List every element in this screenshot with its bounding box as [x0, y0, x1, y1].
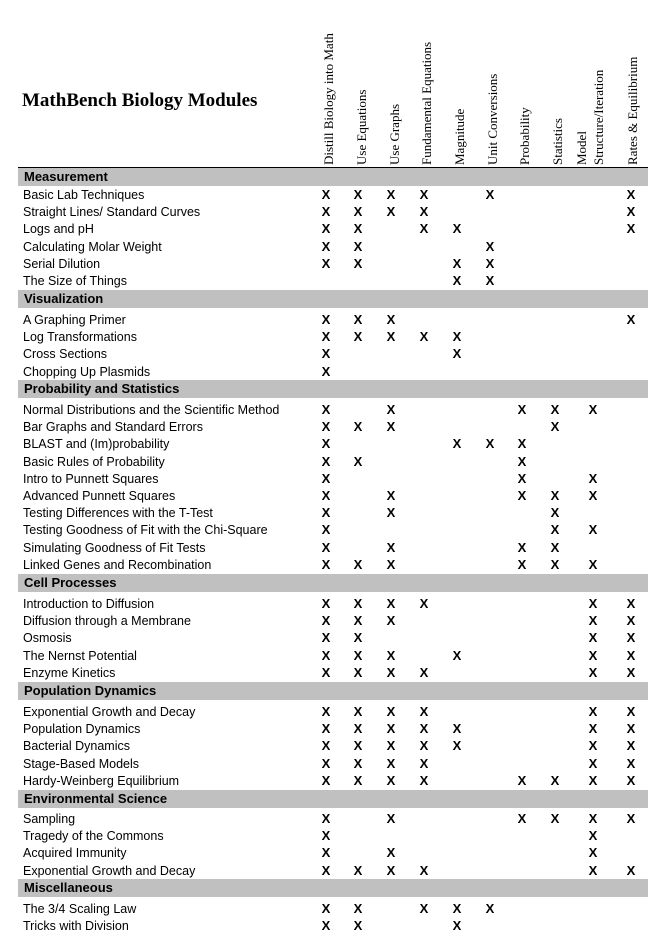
- section-header: [18, 574, 648, 592]
- check-mark: X: [353, 453, 363, 469]
- check-mark: X: [386, 556, 396, 572]
- check-mark: X: [321, 755, 331, 771]
- check-mark: X: [452, 346, 462, 362]
- check-mark: X: [353, 755, 363, 771]
- check-mark: X: [353, 918, 363, 934]
- section-title: Measurement: [24, 169, 108, 184]
- check-mark: X: [386, 811, 396, 826]
- check-mark: X: [353, 221, 363, 237]
- check-mark: X: [353, 738, 363, 754]
- check-mark: X: [321, 647, 331, 663]
- check-mark: X: [517, 811, 527, 826]
- check-mark: X: [353, 721, 363, 737]
- module-name: Testing Differences with the T-Test: [23, 506, 213, 521]
- check-mark: X: [626, 630, 636, 646]
- module-name: Log Transformations: [23, 330, 137, 345]
- check-mark: X: [517, 470, 527, 486]
- module-name: Acquired Immunity: [23, 846, 127, 861]
- column-header-label: Distill Biology into Math: [321, 33, 336, 165]
- column-header-label: Model: [574, 131, 589, 165]
- table-row: [18, 648, 648, 665]
- check-mark: X: [419, 704, 429, 719]
- table-row: [18, 256, 648, 273]
- check-mark: X: [452, 901, 462, 916]
- module-name: Linked Genes and Recombination: [23, 557, 212, 572]
- table-row: [18, 221, 648, 238]
- check-mark: X: [588, 772, 598, 788]
- column-header: [320, 33, 338, 165]
- column-header-label: Statistics: [550, 118, 565, 165]
- module-name: Bacterial Dynamics: [23, 739, 130, 754]
- column-header-label: Fundamental Equations: [419, 41, 434, 165]
- check-mark: X: [588, 596, 598, 611]
- check-mark: X: [626, 664, 636, 680]
- module-name: Introduction to Diffusion: [23, 597, 155, 611]
- column-header: [386, 104, 404, 165]
- table-row: [18, 811, 648, 828]
- check-mark: X: [353, 704, 363, 719]
- module-name: Normal Distributions and the Scientific Method: [23, 403, 280, 417]
- column-header-label-2: Structure/Iteration: [591, 69, 606, 165]
- check-mark: X: [321, 596, 331, 611]
- page-title: MathBench Biology Modules: [22, 90, 258, 111]
- check-mark: X: [452, 918, 462, 934]
- check-mark: X: [550, 402, 560, 417]
- check-mark: X: [419, 738, 429, 754]
- check-mark: X: [550, 539, 560, 555]
- check-mark: X: [321, 556, 331, 572]
- check-mark: X: [452, 721, 462, 737]
- module-name: Hardy-Weinberg Equilibrium: [23, 773, 180, 788]
- check-mark: X: [626, 772, 636, 788]
- check-mark: X: [588, 755, 598, 771]
- table-row: [18, 704, 648, 721]
- module-name: Testing Goodness of Fit with the Chi-Square: [23, 523, 268, 538]
- table-row: [18, 540, 648, 557]
- check-mark: X: [626, 596, 636, 611]
- table-row: [18, 756, 648, 773]
- check-mark: X: [485, 273, 495, 288]
- check-mark: X: [353, 312, 363, 327]
- check-mark: X: [353, 596, 363, 611]
- table-row: [18, 721, 648, 738]
- check-mark: X: [321, 901, 331, 916]
- check-mark: X: [626, 862, 636, 878]
- section-title: Probability and Statistics: [24, 381, 180, 396]
- check-mark: X: [353, 772, 363, 788]
- check-mark: X: [588, 664, 598, 680]
- module-name: Simulating Goodness of Fit Tests: [23, 540, 206, 555]
- check-mark: X: [321, 772, 331, 788]
- column-header: [484, 74, 502, 165]
- module-name: A Graphing Primer: [23, 313, 126, 327]
- module-name: Diffusion through a Membrane: [23, 614, 191, 629]
- check-mark: X: [353, 187, 363, 202]
- check-mark: X: [626, 312, 636, 327]
- check-mark: X: [386, 862, 396, 878]
- check-mark: X: [353, 255, 363, 271]
- module-name: Osmosis: [23, 631, 72, 646]
- column-header: [549, 118, 567, 165]
- check-mark: X: [321, 419, 331, 435]
- check-mark: X: [517, 556, 527, 572]
- check-mark: X: [353, 862, 363, 878]
- table-row: [18, 522, 648, 539]
- check-mark: X: [517, 453, 527, 469]
- check-mark: X: [517, 772, 527, 788]
- column-header-label: Use Equations: [354, 89, 369, 165]
- table-row: [18, 557, 648, 574]
- check-mark: X: [419, 901, 429, 916]
- check-mark: X: [321, 329, 331, 345]
- check-mark: X: [588, 721, 598, 737]
- section-title: Visualization: [24, 291, 104, 306]
- check-mark: X: [386, 204, 396, 220]
- check-mark: X: [386, 704, 396, 719]
- check-mark: X: [321, 522, 331, 538]
- check-mark: X: [626, 811, 636, 826]
- check-mark: X: [588, 630, 598, 646]
- table-row: [18, 773, 648, 790]
- table-row: [18, 471, 648, 488]
- check-mark: X: [386, 329, 396, 345]
- module-name: Advanced Punnett Squares: [23, 489, 176, 503]
- check-mark: X: [419, 862, 429, 878]
- column-header: [516, 107, 534, 165]
- table-row: [18, 630, 648, 647]
- check-mark: X: [353, 329, 363, 345]
- table-row: [18, 419, 648, 436]
- check-mark: X: [419, 204, 429, 220]
- check-mark: X: [386, 488, 396, 503]
- table-row: [18, 845, 648, 862]
- check-mark: X: [517, 402, 527, 417]
- check-mark: X: [588, 470, 598, 486]
- module-name: Tricks with Division: [23, 919, 129, 934]
- check-mark: X: [321, 828, 331, 844]
- check-mark: X: [386, 419, 396, 435]
- check-mark: X: [321, 721, 331, 737]
- check-mark: X: [386, 613, 396, 629]
- check-mark: X: [321, 704, 331, 719]
- check-mark: X: [321, 255, 331, 271]
- check-mark: X: [588, 845, 598, 861]
- check-mark: X: [588, 556, 598, 572]
- module-name: The 3/4 Scaling Law: [23, 902, 137, 916]
- table-row: [18, 613, 648, 630]
- column-header: [418, 42, 436, 165]
- check-mark: X: [626, 187, 636, 202]
- check-mark: X: [588, 402, 598, 417]
- check-mark: X: [550, 419, 560, 435]
- column-header: [573, 70, 607, 165]
- module-name: Stage-Based Models: [23, 756, 140, 771]
- check-mark: X: [321, 845, 331, 861]
- check-mark: X: [452, 738, 462, 754]
- check-mark: X: [419, 755, 429, 771]
- check-mark: X: [321, 204, 331, 220]
- section-title: Environmental Science: [24, 791, 168, 806]
- check-mark: X: [321, 613, 331, 629]
- module-name: Enzyme Kinetics: [23, 665, 116, 680]
- check-mark: X: [321, 312, 331, 327]
- check-mark: X: [386, 664, 396, 680]
- section-header: [18, 380, 648, 398]
- table-row: [18, 329, 648, 346]
- table-row: [18, 187, 648, 204]
- section-title: Cell Processes: [24, 575, 117, 590]
- check-mark: X: [550, 522, 560, 538]
- check-mark: X: [626, 221, 636, 237]
- check-mark: X: [419, 187, 429, 202]
- check-mark: X: [386, 772, 396, 788]
- table-row: [18, 454, 648, 471]
- check-mark: X: [452, 436, 462, 452]
- check-mark: X: [386, 312, 396, 327]
- check-mark: X: [419, 721, 429, 737]
- check-mark: X: [485, 187, 495, 202]
- check-mark: X: [386, 596, 396, 611]
- table-row: [18, 364, 648, 381]
- check-mark: X: [321, 630, 331, 646]
- check-mark: X: [353, 238, 363, 254]
- check-mark: X: [353, 664, 363, 680]
- table-row: [18, 901, 648, 918]
- check-mark: X: [321, 453, 331, 469]
- check-mark: X: [353, 613, 363, 629]
- check-mark: X: [419, 221, 429, 237]
- check-mark: X: [588, 647, 598, 663]
- check-mark: X: [588, 704, 598, 719]
- column-header-label: Unit Conversions: [485, 73, 500, 165]
- module-name: The Size of Things: [23, 274, 127, 288]
- table-row: [18, 273, 648, 290]
- column-header-label: Probability: [517, 107, 532, 165]
- table-row: [18, 738, 648, 755]
- column-header: [624, 57, 642, 165]
- module-name: Calculating Molar Weight: [23, 239, 162, 254]
- check-mark: X: [419, 329, 429, 345]
- check-mark: X: [550, 556, 560, 572]
- check-mark: X: [386, 845, 396, 861]
- module-name: Exponential Growth and Decay: [23, 863, 196, 878]
- check-mark: X: [517, 488, 527, 503]
- check-mark: X: [321, 221, 331, 237]
- section-title: Population Dynamics: [24, 683, 157, 698]
- section-header: [18, 682, 648, 700]
- check-mark: X: [353, 204, 363, 220]
- check-mark: X: [386, 647, 396, 663]
- module-name: BLAST and (Im)probability: [23, 437, 170, 452]
- check-mark: X: [626, 613, 636, 629]
- check-mark: X: [321, 862, 331, 878]
- section-header: [18, 790, 648, 808]
- section-header: [18, 168, 648, 186]
- check-mark: X: [321, 738, 331, 754]
- table-row: [18, 596, 648, 613]
- check-mark: X: [588, 828, 598, 844]
- check-mark: X: [626, 204, 636, 220]
- check-mark: X: [386, 738, 396, 754]
- check-mark: X: [321, 918, 331, 934]
- check-mark: X: [588, 522, 598, 538]
- check-mark: X: [386, 402, 396, 417]
- table-row: [18, 204, 648, 221]
- check-mark: X: [386, 505, 396, 521]
- check-mark: X: [419, 664, 429, 680]
- table-row: [18, 436, 648, 453]
- check-mark: X: [321, 811, 331, 826]
- table-row: [18, 312, 648, 329]
- table-row: [18, 402, 648, 419]
- check-mark: X: [588, 738, 598, 754]
- check-mark: X: [550, 811, 560, 826]
- column-header: [353, 90, 371, 165]
- table-row: [18, 828, 648, 845]
- module-name: Logs and pH: [23, 222, 94, 237]
- check-mark: X: [386, 721, 396, 737]
- check-mark: X: [321, 436, 331, 452]
- module-name: Straight Lines/ Standard Curves: [23, 205, 201, 220]
- check-mark: X: [485, 436, 495, 452]
- module-name: Basic Lab Techniques: [23, 188, 145, 202]
- check-mark: X: [588, 488, 598, 503]
- column-header-label: Use Graphs: [387, 103, 402, 165]
- check-mark: X: [321, 505, 331, 521]
- check-mark: X: [626, 647, 636, 663]
- check-mark: X: [353, 901, 363, 916]
- module-name: Bar Graphs and Standard Errors: [23, 420, 203, 435]
- check-mark: X: [321, 539, 331, 555]
- module-name: Chopping Up Plasmids: [23, 364, 151, 379]
- module-name: Population Dynamics: [23, 722, 141, 737]
- module-name: Intro to Punnett Squares: [23, 471, 159, 486]
- table-row: [18, 918, 648, 935]
- section-title: Miscellaneous: [24, 880, 113, 895]
- check-mark: X: [353, 419, 363, 435]
- check-mark: X: [626, 704, 636, 719]
- table-row: [18, 488, 648, 505]
- check-mark: X: [588, 811, 598, 826]
- module-name: Basic Rules of Probability: [23, 454, 165, 469]
- check-mark: X: [626, 738, 636, 754]
- check-mark: X: [321, 238, 331, 254]
- check-mark: X: [321, 664, 331, 680]
- check-mark: X: [386, 539, 396, 555]
- column-header-label: Rates & Equilibrium: [625, 56, 640, 165]
- check-mark: X: [626, 755, 636, 771]
- check-mark: X: [626, 721, 636, 737]
- check-mark: X: [452, 647, 462, 663]
- check-mark: X: [452, 329, 462, 345]
- check-mark: X: [485, 255, 495, 271]
- check-mark: X: [452, 273, 462, 288]
- check-mark: X: [321, 187, 331, 202]
- module-name: Cross Sections: [23, 347, 108, 362]
- check-mark: X: [321, 402, 331, 417]
- check-mark: X: [550, 488, 560, 503]
- section-header: [18, 290, 648, 308]
- table-row: [18, 505, 648, 522]
- check-mark: X: [321, 346, 331, 362]
- column-header: [451, 109, 469, 165]
- check-mark: X: [517, 436, 527, 452]
- check-mark: X: [485, 238, 495, 254]
- table-row: [18, 239, 648, 256]
- check-mark: X: [452, 255, 462, 271]
- check-mark: X: [353, 556, 363, 572]
- module-name: Tragedy of the Commons: [23, 829, 164, 844]
- check-mark: X: [550, 505, 560, 521]
- check-mark: X: [386, 187, 396, 202]
- check-mark: X: [517, 539, 527, 555]
- check-mark: X: [353, 630, 363, 646]
- check-mark: X: [419, 772, 429, 788]
- module-name: Exponential Growth and Decay: [23, 705, 196, 719]
- table-row: [18, 863, 648, 880]
- column-header-label: Magnitude: [452, 108, 467, 165]
- check-mark: X: [588, 613, 598, 629]
- table-row: [18, 665, 648, 682]
- check-mark: X: [386, 755, 396, 771]
- table-row: [18, 346, 648, 363]
- module-name: The Nernst Potential: [23, 648, 137, 663]
- check-mark: X: [452, 221, 462, 237]
- check-mark: X: [353, 647, 363, 663]
- check-mark: X: [321, 470, 331, 486]
- check-mark: X: [321, 363, 331, 379]
- check-mark: X: [550, 772, 560, 788]
- check-mark: X: [419, 596, 429, 611]
- check-mark: X: [485, 901, 495, 916]
- module-name: Sampling: [23, 812, 76, 826]
- check-mark: X: [588, 862, 598, 878]
- section-header: [18, 879, 648, 897]
- check-mark: X: [321, 488, 331, 503]
- module-name: Serial Dilution: [23, 256, 101, 271]
